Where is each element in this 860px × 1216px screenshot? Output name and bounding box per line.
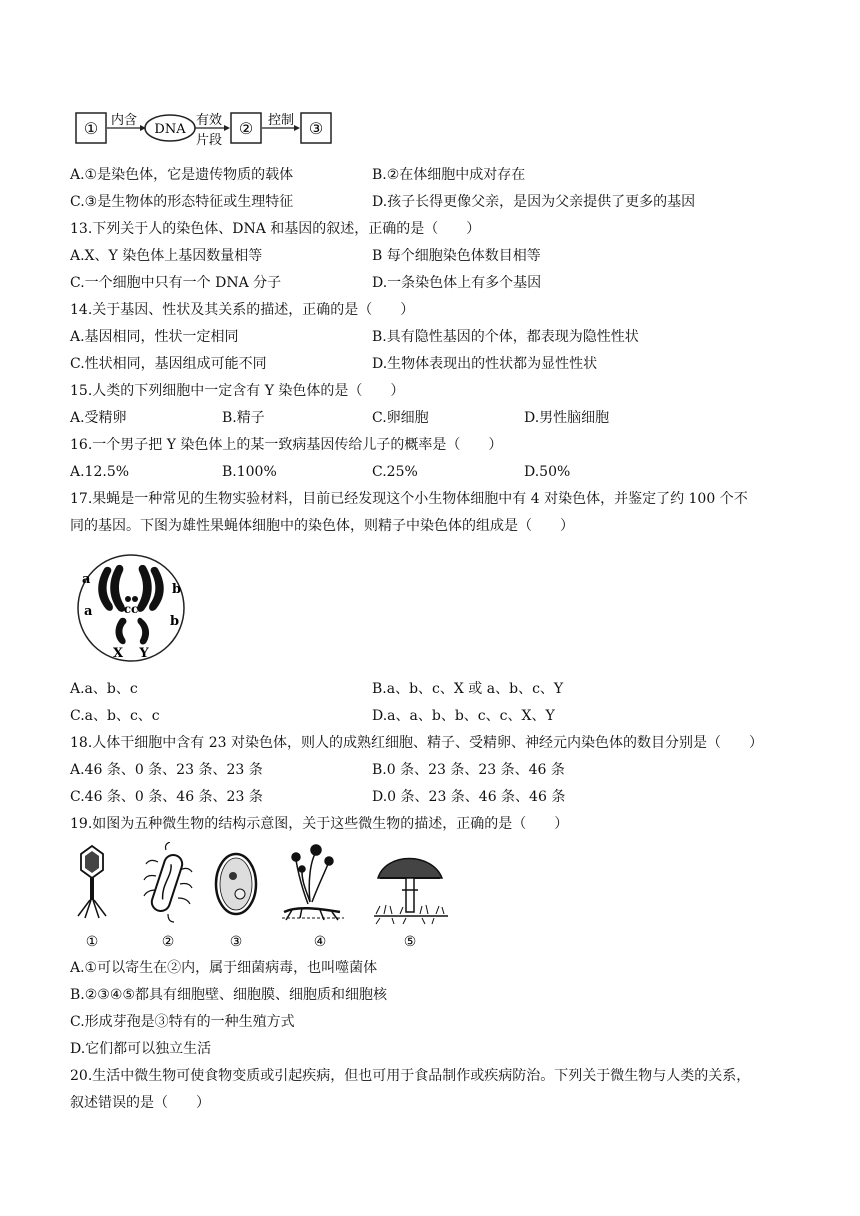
yeast-drawing [216, 854, 256, 914]
q19-option-c: C.形成芽孢是③特有的一种生殖方式 [70, 1014, 295, 1030]
fig-label-a2: a [84, 604, 93, 619]
q15-stem: 15.人类的下列细胞中一定含有 Y 染色体的是（ ） [70, 383, 405, 399]
q18-option-b: B.0 条、23 条、23 条、46 条 [372, 762, 565, 778]
q13-stem: 13.下列关于人的染色体、DNA 和基因的叙述，正确的是（ ） [70, 221, 481, 237]
q19-option-a: A.①可以寄生在②内，属于细菌病毒，也叫噬菌体 [70, 960, 378, 976]
q15-option-d: D.男性脑细胞 [524, 410, 610, 426]
q16-stem: 16.一个男子把 Y 染色体上的某一致病基因传给儿子的概率是（ ） [70, 437, 503, 453]
q19-option-b: B.②③④⑤都具有细胞壁、细胞膜、细胞质和细胞核 [70, 987, 387, 1003]
q17-option-b: B.a、b、c、X 或 a、b、c、Y [372, 681, 564, 697]
q16-option-b: B.100% [222, 464, 277, 480]
bacterium-drawing [144, 842, 192, 922]
fruit-fly-chromosome-figure [70, 553, 192, 663]
q14-stem: 14.关于基因、性状及其关系的描述，正确的是（ ） [70, 302, 415, 318]
q15-option-c: C.卵细胞 [372, 410, 429, 426]
q12-option-d: D.孩子长得更像父亲，是因为父亲提供了更多的基因 [372, 194, 696, 210]
microorganisms-figure [70, 842, 450, 954]
q15-option-a: A.受精卵 [70, 410, 127, 426]
fig-label-y: Y [139, 646, 149, 661]
q12-option-c: C.③是生物体的形态特征或生理特征 [70, 194, 294, 210]
flow-box2-label: ② [238, 119, 254, 138]
q18-stem: 18.人体干细胞中含有 23 对染色体，则人的成熟红细胞、精子、受精卵、神经元内染色体的数目分别是（ ） [70, 735, 763, 751]
mushroom-drawing [374, 859, 448, 925]
q13-option-c: C.一个细胞中只有一个 DNA 分子 [70, 275, 282, 291]
q16-option-a: A.12.5% [70, 464, 130, 480]
q12-option-a: A.①是染色体，它是遗传物质的载体 [70, 167, 294, 183]
flow-arrow1-label: 内含 [110, 113, 138, 128]
q20-stem-line2: 叙述错误的是（ ） [70, 1095, 210, 1111]
flow-arrow2-top: 有效 [195, 113, 223, 128]
q20-stem-line1: 20.生活中微生物可使食物变质或引起疾病，但也可用于食品制作或疾病防治。下列关于微生物与人类的关系， [70, 1068, 751, 1084]
microbe-label-2: ② [161, 934, 175, 950]
microbe-label-1: ① [85, 934, 99, 950]
q17-stem-line2: 同的基因。下图为雄性果蝇体细胞中的染色体，则精子中染色体的组成是（ ） [70, 518, 574, 534]
flow-dna-label: DNA [154, 122, 186, 137]
flow-box1-label: ① [83, 119, 99, 138]
q14-option-c: C.性状相同，基因组成可能不同 [70, 356, 267, 372]
q19-stem: 19.如图为五种微生物的结构示意图，关于这些微生物的描述，正确的是（ ） [70, 816, 569, 832]
fig-label-a1: a [82, 572, 91, 587]
q13-option-a: A.X、Y 染色体上基因数量相等 [70, 248, 263, 264]
q12-option-b: B.②在体细胞中成对存在 [372, 167, 526, 183]
fig-label-b2: b [170, 614, 180, 629]
mold-drawing [282, 845, 344, 920]
q17-stem-line1: 17.果蝇是一种常见的生物实验材料，目前已经发现这个小生物体细胞中有 4 对染色体，并鉴定了约 100 个不 [70, 491, 748, 507]
q13-option-d: D.一条染色体上有多个基因 [372, 275, 542, 291]
q14-option-a: A.基因相同，性状一定相同 [70, 329, 239, 345]
q17-option-a: A.a、b、c [70, 681, 138, 697]
fig-label-cc: cc [123, 602, 139, 616]
microbe-label-4: ④ [313, 934, 327, 950]
q14-option-b: B.具有隐性基因的个体，都表现为隐性性状 [372, 329, 639, 345]
microbe-label-5: ⑤ [403, 934, 417, 950]
q16-option-c: C.25% [372, 464, 418, 480]
q17-option-d: D.a、a、b、b、c、c、X、Y [372, 708, 555, 724]
q14-option-d: D.生物体表现出的性状都为显性性状 [372, 356, 598, 372]
flow-arrow3-label: 控制 [267, 113, 295, 128]
flow-box3-label: ③ [308, 119, 324, 138]
fig-label-x: X [112, 646, 124, 661]
q19-option-d: D.它们都可以独立生活 [70, 1041, 212, 1057]
q13-option-b: B 每个细胞染色体数目相等 [372, 248, 541, 264]
bacteriophage-drawing [78, 846, 106, 918]
flow-arrow2-bottom: 片段 [195, 133, 223, 148]
q18-option-d: D.0 条、23 条、46 条、46 条 [372, 789, 566, 805]
fig-label-b1: b [172, 582, 182, 597]
gene-flow-diagram [74, 108, 336, 150]
q15-option-b: B.精子 [222, 410, 265, 426]
q16-option-d: D.50% [524, 464, 571, 480]
q18-option-c: C.46 条、0 条、46 条、23 条 [70, 789, 263, 805]
microbe-label-3: ③ [229, 934, 243, 950]
q18-option-a: A.46 条、0 条、23 条、23 条 [70, 762, 263, 778]
q17-option-c: C.a、b、c、c [70, 708, 160, 724]
